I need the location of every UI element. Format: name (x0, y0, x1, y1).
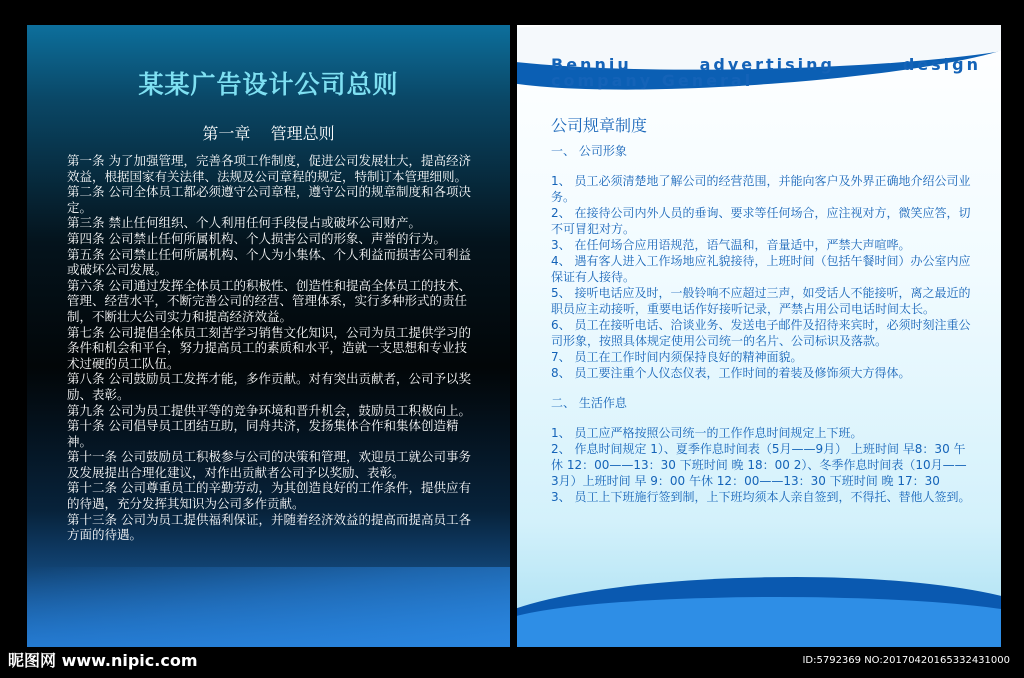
list-item: 5、 接听电话应及时，一般铃响不应超过三声，如受话人不能接听，离之最近的职员应主动接听，重要电话作好接听记录，严禁占用公司电话时间太长。 (551, 286, 971, 316)
regulations-body (551, 143, 971, 505)
rule-item: 第八条 公司鼓励员工发挥才能，多作贡献。对有突出贡献者，公司予以奖励、表彰。 (67, 371, 471, 402)
rule-item: 第六条 公司通过发挥全体员工的积极性、创造性和提高全体员工的技术、管理、经营水平，不断完善公司的经营、管理体系，实行多种形式的责任制，不断壮大公司实力和提高经济效益。 (67, 277, 471, 324)
watermark-logo: 昵图网 www.nipic.com (8, 651, 198, 670)
english-title-word: advertising (699, 55, 835, 74)
rule-item: 第九条 公司为员工提供平等的竞争环境和晋升机会，鼓励员工积极向上。 (67, 402, 471, 418)
list-item: 4、 遇有客人进入工作场地应礼貌接待，上班时间（包括午餐时间）办公室内应保证有人接待。 (551, 254, 971, 284)
list-item: 3、 在任何场合应用语规范，语气温和，音量适中，严禁大声喧哗。 (551, 238, 911, 252)
part2-heading: 二、 生活作息 (551, 396, 627, 410)
rule-item: 第二条 公司全体员工都必须遵守公司章程，遵守公司的规章制度和各项决定。 (67, 184, 471, 215)
list-item: 7、 员工在工作时间内须保持良好的精神面貌。 (551, 350, 803, 364)
chapter-heading: 第一章 管理总则 (202, 124, 335, 143)
rules-list (67, 153, 473, 543)
rule-item: 第十一条 公司鼓励员工积极参与公司的决策和管理，欢迎员工就公司事务及发展提出合理化建议，对作出贡献者公司予以奖励、表彰。 (67, 449, 471, 480)
left-page (27, 25, 510, 647)
list-item: 8、 员工要注重个人仪态仪表，工作时间的着装及修饰须大方得体。 (551, 366, 911, 380)
english-title-word: design (902, 55, 981, 74)
left-title: 某某广告设计公司总则 (138, 70, 399, 99)
rule-item: 第五条 公司禁止任何所属机构、个人为小集体、个人利益而损害公司利益或破坏公司发展。 (67, 246, 471, 278)
watermark-id: ID:5792369 NO:20170420165332431000 (802, 655, 1010, 666)
rule-item: 第四条 公司禁止任何所属机构、个人损害公司的形象、声誉的行为。 (67, 230, 446, 246)
left-bottom-wave (27, 567, 510, 647)
english-title-line2: company General (551, 71, 754, 90)
list-item: 1、 员工应严格按照公司统一的工作作息时间规定上下班。 (551, 426, 863, 440)
english-title-word: Benniu (551, 55, 632, 74)
list-item: 2、 在接待公司内外人员的垂询、要求等任何场合，应注视对方，微笑应答，切不可冒犯对方。 (551, 206, 971, 236)
rule-item: 第十二条 公司尊重员工的辛勤劳动，为其创造良好的工作条件，提供应有的待遇，充分发挥其知识为公司多作贡献。 (67, 480, 471, 512)
regulations-title: 公司规章制度 (551, 116, 648, 135)
list-item: 1、 员工必须清楚地了解公司的经营范围，并能向客户及外界正确地介绍公司业务。 (551, 174, 971, 204)
rule-item: 第十条 公司倡导员工团结互助，同舟共济，发扬集体合作和集体创造精神。 (67, 418, 459, 449)
list-item: 2、 作息时间规定 1）、夏季作息时间表（5月——9月） 上班时间 早8：30 午休 12：00——13：30 下班时间 晚 18：00 2）、冬季作息时间表（10月——3月）上班时间 早 9：00 午休 12：00——13：30 下班时间 晚 17：30 (551, 442, 967, 488)
rule-item: 第一条 为了加强管理，完善各项工作制度，促进公司发展壮大，提高经济效益，根据国家有关法律、法规及公司章程的规定，特制订本管理细则。 (67, 153, 471, 184)
english-title (551, 57, 981, 89)
part1-heading: 一、 公司形象 (551, 144, 627, 158)
list-item: 3、 员工上下班施行签到制，上下班均须本人亲自签到，不得托、替他人签到。 (551, 490, 971, 504)
rule-item: 第十三条 公司为员工提供福利保证，并随着经济效益的提高而提高员工各方面的待遇。 (67, 511, 471, 543)
list-item: 6、 员工在接听电话、洽谈业务、发送电子邮件及招待来宾时，必须时刻注重公司形象，按照具体规定使用公司统一的名片、公司标识及落款。 (551, 318, 971, 348)
bottom-wave-highlight (517, 597, 1001, 647)
rule-item: 第三条 禁止任何组织、个人利用任何手段侵占或破坏公司财产。 (67, 215, 421, 231)
rule-item: 第七条 公司提倡全体员工刻苦学习销售文化知识，公司为员工提供学习的条件和机会和平台，努力提高员工的素质和水平，造就一支思想和专业技术过硬的员工队伍。 (67, 324, 471, 371)
right-page (517, 25, 1001, 647)
